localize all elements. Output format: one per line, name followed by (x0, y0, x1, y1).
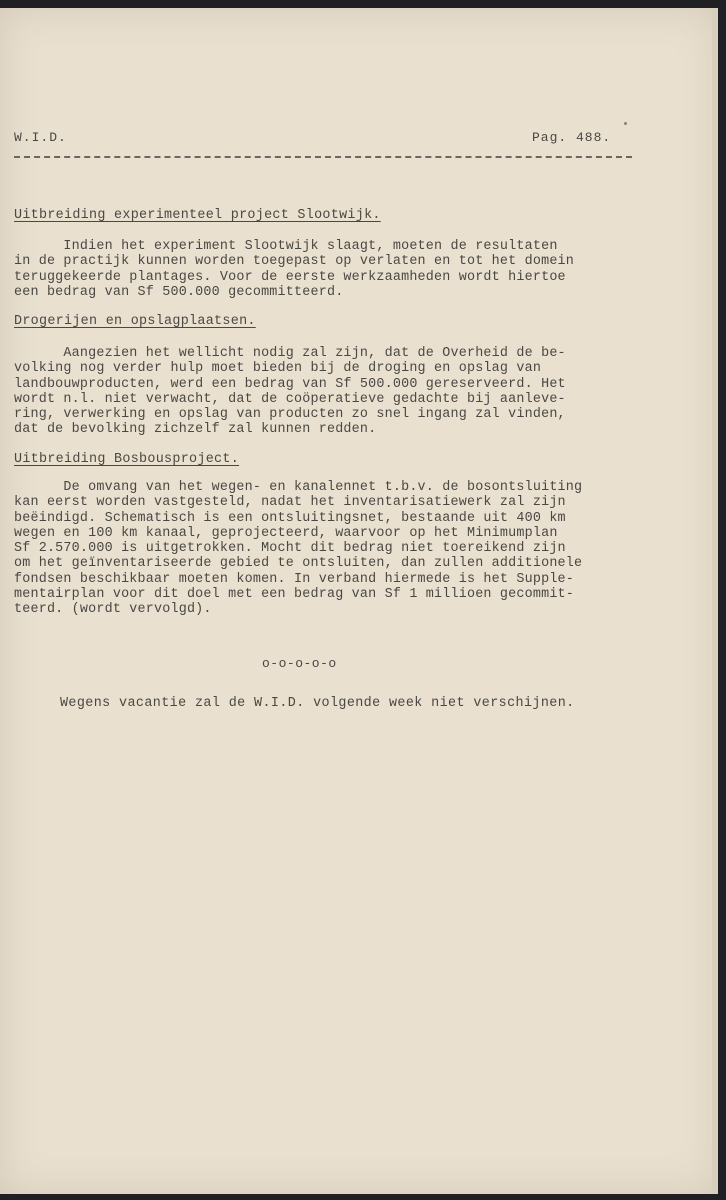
section-body-bosbouw: De omvang van het wegen- en kanalennet t.b.v. de bosontsluiting kan eerst worden vastgesteld, nadat het inventarisatiewerk zal zijn beëindigd. Schematisch is een ontsluitingsnet, bestaande uit 400 km wegen en 100 km kanaal, geprojecteerd, waarvoor op het Minimumplan Sf 2.570.000 is uitgetrokken. Mocht dit bedrag niet toereikend zijn om het geïnventariseerde gebied te ontsluiten, dan zullen additionele fondsen beschikbaar moeten komen. In verband hiermede is het Supple- mentairplan voor dit doel met een bedrag van Sf 1 millioen gecommit- teerd. (wordt vervolgd). (14, 480, 583, 618)
section-body-slootwijk: Indien het experiment Slootwijk slaagt, moeten de resultaten in de practijk kunnen worden toegepast op verlaten en tot het domein teruggekeerde plantages. Voor de eerste werkzaamheden wordt hiertoe een bedrag van Sf 500.000 gecommitteerd. (14, 239, 575, 300)
vacation-notice: Wegens vacantie zal de W.I.D. volgende week niet verschijnen. (60, 696, 575, 711)
document-page (0, 8, 718, 1194)
paper-speck (624, 122, 627, 125)
section-body-drogerijen: Aangezien het wellicht nodig zal zijn, dat de Overheid de be- volking nog verder hulp moet bieden bij de droging en opslag van landbouwproducten, werd een bedrag van Sf 500.000 gereserveerd. Het wordt n.l. niet verwacht, dat de coöperatieve gedachte bij aanleve- ring, verwerking en opslag van producten zo snel ingang zal vinden, dat de bevolking zichzelf zal kunnen redden. (14, 346, 566, 438)
separator-mark: o-o-o-o-o (262, 656, 337, 671)
section-heading-drogerijen: Drogerijen en opslagplaatsen. (14, 314, 256, 329)
section-heading-slootwijk: Uitbreiding experimenteel project Slootwijk. (14, 208, 381, 223)
section-heading-bosbouw: Uitbreiding Bosbousproject. (14, 452, 240, 467)
header-page-number: Pag. 488. (532, 130, 612, 145)
header-divider (14, 156, 632, 158)
header-publication: W.I.D. (14, 130, 67, 145)
